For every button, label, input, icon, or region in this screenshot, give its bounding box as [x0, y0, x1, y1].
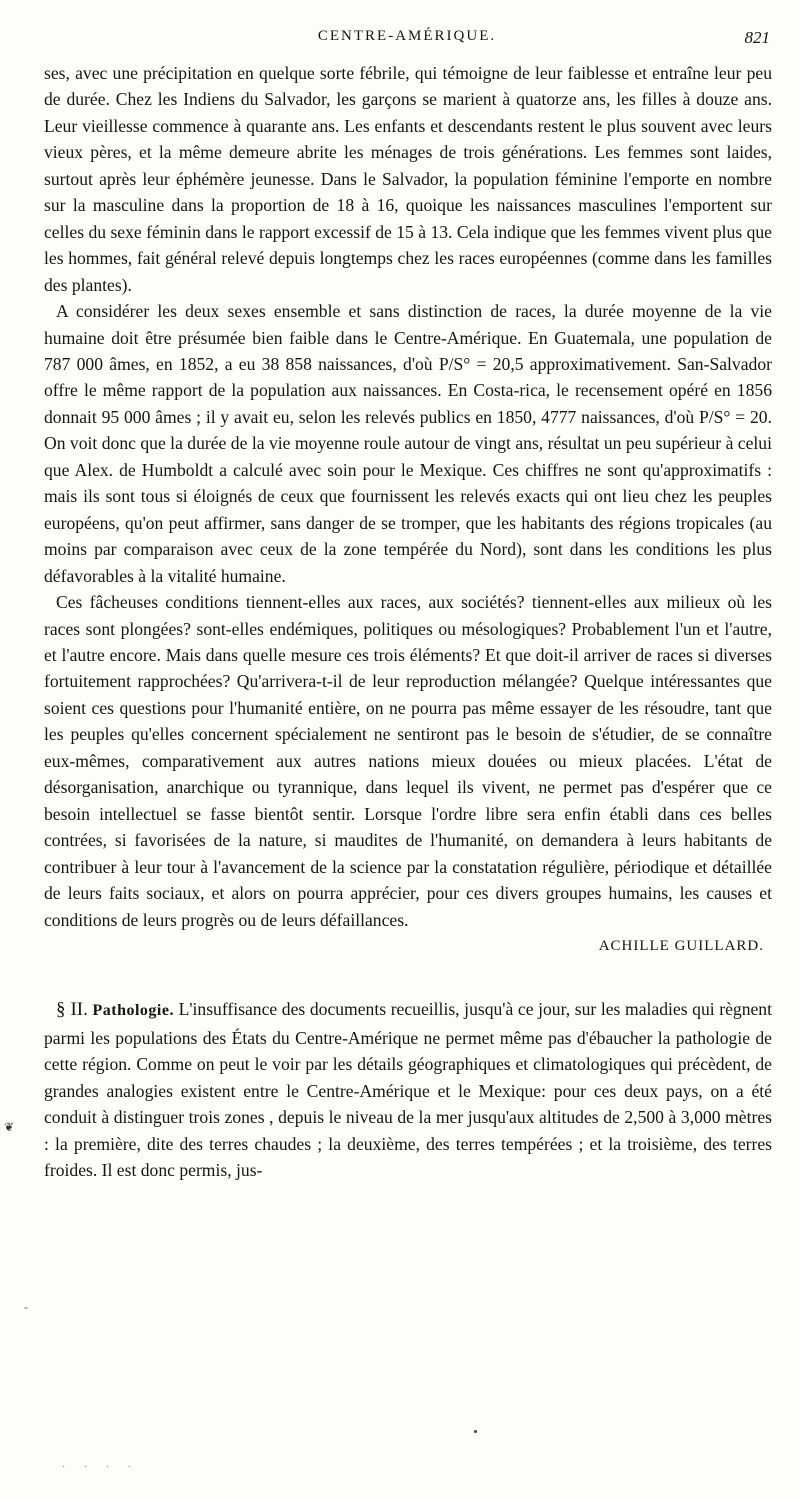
paragraph-2: A considérer les deux sexes ensemble et sans distinction de races, la durée moyenne de la vie humaine doit être présumée bien faible dans le Centre-Amérique. En Guatemala, une population de 787 000 âmes, en 1852, a eu 38 858 naissances, d'où P/S° = 20,5 approximativement. San-Salvador offre le même rapport de la population aux naissances. En Costa-rica, le recensement opéré en 1856 donnait 95 000 âmes ; il y avait eu, selon les relevés publics en 1850, 4777 naissances, d'où P/S° = 20. On voit donc que la durée de la vie moyenne roule autour de vingt ans, résultat un peu supérieur à celui que Alex. de Humboldt a calculé avec soin pour le Mexique. Ces chiffres ne sont qu'approximatifs : mais ils sont tous si éloignés de ceux que fournissent les relevés exacts qui ont lieu chez les peuples européens, qu'on peut affirmer, sans danger de se tromper, que les habitants des régions tropicales (au moins par comparaison avec ceux de la zone tempérée du Nord), sont dans les conditions les plus défavorables à la vitalité humaine. — [44, 301, 772, 586]
section-paragraph — [44, 996, 772, 1183]
paragraph-1: ses, avec une précipitation en quelque sorte fébrile, qui témoigne de leur faiblesse et entraîne leur peu de durée. Chez les Indiens du Salvador, les garçons se marient à quatorze ans, les filles à douze ans. Leur vieillesse commence à quarante ans. Les enfants et descendants restent le plus souvent avec leurs vieux pères, et la même demeure abrite les ménages de trois générations. Les femmes sont laides, surtout après leur éphémère jeunesse. Dans le Salvador, la population féminine l'emporte en nombre sur la masculine dans la proportion de 18 à 16, quoique les naissances masculines l'emportent sur celles du sexe féminin dans le rapport excessif de 15 à 13. Cela indique que les femmes vivent plus que les hommes, fait général relevé depuis longtemps chez les races européennes (comme dans les familles des plantes). — [44, 63, 772, 295]
signature-line — [44, 933, 772, 960]
section-mark: § II. — [56, 999, 88, 1021]
page-header — [44, 28, 770, 52]
page-number: 821 — [744, 28, 770, 47]
margin-mark-icon: ❦ — [4, 1120, 15, 1134]
ink-speck — [474, 1430, 477, 1433]
running-title: CENTRE-AMÉRIQUE. — [317, 28, 497, 44]
page-body — [44, 60, 772, 1184]
section-text: L'insuffisance des documents recueillis, jusqu'à ce jour, sur les maladies qui règnent parmi les populations des États du Centre-Amérique ne permet même pas d'ébaucher la pathologie de cette région. Comme on peut le voir par les détails géographiques et climatologiques qui précèdent, de grandes analogies existent entre le Centre-Amérique et le Mexique: pour ces deux pays, on a été conduit à distinguer trois zones , depuis le niveau de la mer jusqu'aux altitudes de 2,500 à 3,000 mètres : la première, dite des terres chaudes ; la deuxième, des terres tempérées ; et la troisième, des terres froides. Il est donc permis, jus- — [44, 999, 772, 1181]
paragraph-3: Ces fâcheuses conditions tiennent-elles aux races, aux sociétés? tiennent-elles aux milieux où les races sont plongées? sont-elles endémiques, politiques ou mésologiques? Probablement l'un et l'autre, et l'autre encore. Mais dans quelle mesure ces trois éléments? Et que doit-il arriver de races si diverses fortuitement rapprochées? Qu'arrivera-t-il de leur reproduction mélangée? Quelque intéressantes que soient ces questions pour l'humanité entière, on ne pourra pas même essayer de les résoudre, tant que les peuples qu'elles concernent spécialement ne sentiront pas le besoin de s'étudier, de se connaître eux-mêmes, comparativement aux autres nations mieux douées ou mieux placées. L'état de désorganisation, anarchique ou tyrannique, dans lequel ils vivent, ne permet pas d'espérer que ce besoin intellectuel se fasse bientôt sentir. Lorsque l'ordre libre sera enfin établi dans ces belles contrées, si favorisées de la nature, si maudites de l'humanité, on demandera à leurs habitants de contribuer à leur tour à l'avancement de la science par la constatation régulière, périodique et détaillée de leurs faits sociaux, et alors on pourra apprécier, pour ces divers groupes humains, les causes et conditions de leurs progrès ou de leurs défaillances. — [44, 592, 772, 930]
author-signature: ACHILLE GUILLARD. — [598, 937, 764, 954]
bottom-ink-dots: · · · · — [62, 1462, 139, 1473]
section-title: Pathologie. — [92, 1002, 174, 1020]
margin-tick-icon: - — [24, 1300, 28, 1314]
